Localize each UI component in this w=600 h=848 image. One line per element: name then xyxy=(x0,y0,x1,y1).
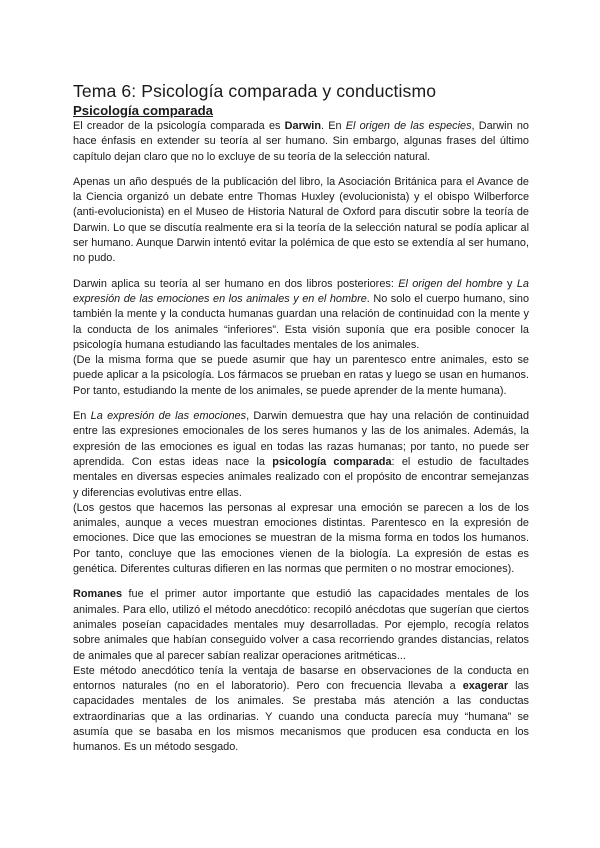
paragraph-later-books xyxy=(73,277,529,353)
text-run: , Darwin demuestra que hay una relación de continuidad entre las expresiones emocionales de los seres humanos y las de los animales. Además, la expresión de las emociones es igual en todas las razas humanas; por tanto, no puede ser aprendida. Con estas ideas nace la xyxy=(73,410,529,468)
bold-term: exagerar xyxy=(462,680,509,693)
text-run: . En xyxy=(320,120,346,132)
paragraph-debate: Apenas un año después de la publicación del libro, la Asociación Británica para el Avance de la Ciencia organizó un debate entre Thomas Huxley (evolucionista) y el obispo Wilberforce (anti-evolucionista) en el Museo de Historia Natural de Oxford para discutir sobre la teoría de Darwin. Lo que se discutía realmente era si la teoría de la selección natural se podía aplicar al ser humano. Aunque Darwin intentó evitar la polémica de que esto se extendía al ser humano, no pudo. xyxy=(73,175,529,265)
text-run: fue el primer autor importante que estudió las capacidades mentales de los animales. Para ello, utilizó el método anecdótico: recopiló anécdotas que sugerían que ciertos animales poseían capacidades mentales muy desarrolladas. Por ejemplo, recogía relatos sobre animales que habían conseguido volver a casa recorriendo grandes distancias, relatos de animales que al parecer sabían realizar operaciones aritméticas... xyxy=(73,588,529,662)
paragraph-gap xyxy=(73,399,529,409)
text-run: En xyxy=(73,410,91,423)
book-title: El origen de las especies xyxy=(345,120,472,132)
paragraph-emotions xyxy=(73,409,529,501)
text-run: las capacidades mentales de los animales. Se prestaba más atención a las conductas extraordinarias que a las ordinarias. Y cuando una conducta parecía muy “humana” se asumía que se basaba en los mismos mecanismos que producen esa conducta en los humanos. Es un método sesgado. xyxy=(73,680,530,754)
paragraph-darwin-creator xyxy=(73,119,529,165)
text-run: Este método anecdótico tenía la ventaja de basarse en observaciones de la conducta en entornos naturales (no en el laboratorio). Pero con frecuencia llevaba a xyxy=(73,664,529,693)
document-page xyxy=(73,80,529,756)
book-title: La expresión de las emociones xyxy=(90,410,247,423)
text-run: El creador de la psicología comparada es xyxy=(73,120,285,132)
paragraph-gap xyxy=(73,577,529,587)
bold-term: Romanes xyxy=(73,588,123,601)
page-title: Tema 6: Psicología comparada y conductismo xyxy=(73,81,437,101)
book-title: El origen del hombre xyxy=(398,277,503,290)
paragraph-romanes xyxy=(73,587,529,663)
bold-term: psicología comparada xyxy=(272,455,392,468)
paragraph-parenthetical-kinship: (De la misma forma que se puede asumir que hay un parentesco entre animales, esto se puede aplicar a la psicología. Los fármacos se prueban en ratas y luego se usan en humanos. Por tanto, estudiando la mente de los animales, se puede aprender de la mente humana). xyxy=(73,354,529,397)
bold-term: Darwin xyxy=(284,120,321,132)
text-run: : el estudio de facultades mentales en diversas especies animales realizado con el propósito de encontrar semejanzas y diferencias evolutivas entre ellas. xyxy=(73,455,529,499)
section-heading: Psicología comparada xyxy=(73,103,213,118)
text-run: , Darwin no hace énfasis en extender su teoría al ser humano. Sin embargo, algunas frases del último capítulo dejan claro que no lo excluye de su teoría de la selección natural. xyxy=(73,120,529,163)
paragraph-parenthetical-gestures: (Los gestos que hacemos las personas al expresar una emoción se parecen a los de los animales, aunque a veces muestran emociones distintas. Parentesco en la expresión de emociones. Dice que las emociones se muestran de la misma forma en todos los humanos. Por tanto, concluye que las emociones vienen de la biología. La expresión de estas es genética. Diferentes culturas difieren en las normas que permiten o no mostrar emociones). xyxy=(73,501,529,576)
book-title: La expresión de las emociones en los animales y en el hombre xyxy=(73,277,529,305)
text-run: . No solo el cuerpo humano, sino también la mente y la conducta humanas guardan una relación de continuidad con la mente y la conducta de los animales “inferiores”. Esta visión suponía que era posible conocer la psicología humana estudiando las facultades mentales de los animales. xyxy=(73,292,530,351)
paragraph-gap xyxy=(73,267,529,277)
paragraph-gap xyxy=(73,165,529,175)
text-run: y xyxy=(502,277,517,290)
text-run: Darwin aplica su teoría al ser humano en dos libros posteriores: xyxy=(73,277,399,290)
paragraph-anecdotal-method xyxy=(73,664,529,756)
